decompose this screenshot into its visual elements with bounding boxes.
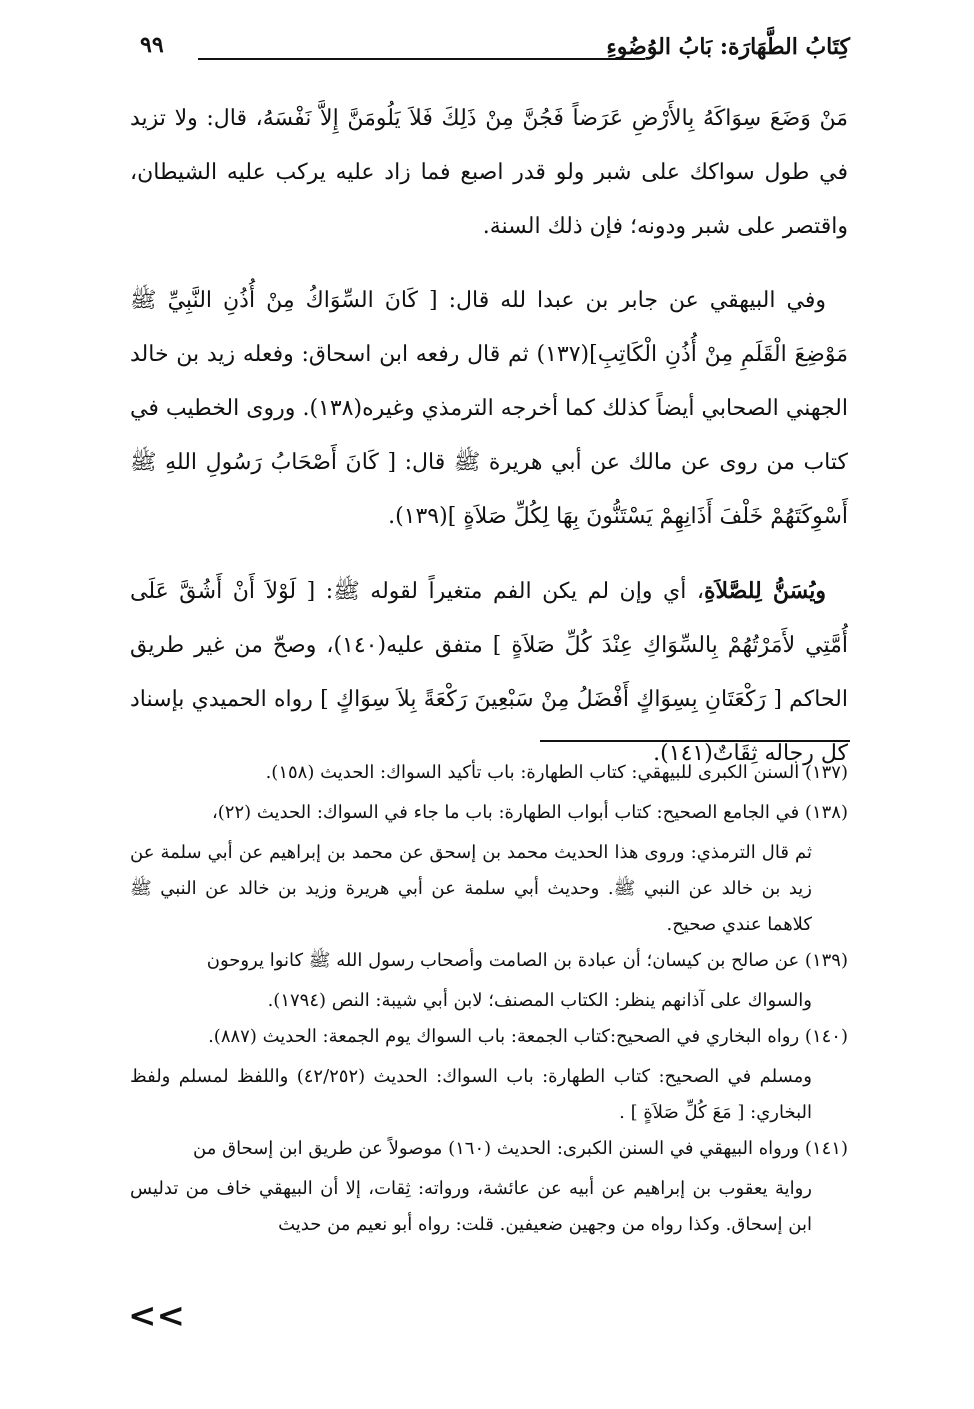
footnote-138-continuation: ثم قال الترمذي: وروى هذا الحديث محمد بن إسحق عن محمد بن إبراهيم عن أبي سلمة عن زيد بن خالد عن النبي ﷺ. وحديث أبي سلمة عن أبي هريرة وزيد بن خالد عن النبي ﷺ كلاهما عندي صحيح. [130, 842, 812, 935]
paragraph-1: مَنْ وَضَعَ سِوَاكَهُ بِالأَرْضِ عَرَضاً فَجُنَّ مِنْ ذَلِكَ فَلاَ يَلُومَنَّ إِلاَّ نَفْسَهُ، قال: ولا تزيد في طول سواكك على شبر ولو قدر اصبع فما زاد عليه يركب عليه الشيطان، واقتصر على شبر ودونه؛ فإن ذلك السنة. [130, 106, 848, 239]
running-title: كِتَابُ الطَّهَارَة: بَابُ الوُضُوءِ [606, 34, 850, 60]
footnote-139-continuation: والسواك على آذانهم ينظر: الكتاب المصنف؛ لابن أبي شيبة: النص (١٧٩٤). [267, 990, 812, 1011]
page-header [140, 28, 850, 68]
footnote-140-continuation: ومسلم في الصحيح: كتاب الطهارة: باب السواك: الحديث (٤٢/٢٥٢) واللفظ لمسلم ولفظ البخاري: [ مَعَ كُلِّ صَلاَةٍ ] . [130, 1066, 812, 1123]
footnote-141-continuation: رواية يعقوب بن إبراهيم عن أبيه عن عائشة، ورواته: ثِقات، إلا أن البيهقي خاف من تدليس ابن إسحاق. وكذا رواه من وجهين ضعيفين. قلت: رواه أبو نعيم من حديث [130, 1178, 812, 1235]
footnote-139: (١٣٩) عن صالح بن كيسان؛ أن عبادة بن الصامت وأصحاب رسول الله ﷺ كانوا يروحون [206, 950, 848, 971]
paragraph-3: ويُسَنُّ لِلصَّلاَةِ، أي وإن لم يكن الفم متغيراً لقوله ﷺ: [ لَوْلاَ أَنْ أَشُقَّ عَلَى أُمَّتِي لأَمَرْتُهُمْ بِالسِّوَاكِ عِنْدَ كُلِّ صَلاَةٍ ] متفق عليه(١٤٠)، وصحّ من غير طريق الحاكم [ رَكْعَتَانِ بِسِوَاكٍ أَفْضَلُ مِنْ سَبْعِينَ رَكْعَةً بِلاَ سِوَاكٍ ] رواه الحميدي بإسناد كل رجاله ثِقَاتٌ(١٤١). [130, 578, 848, 766]
footnote-140: (١٤٠) رواه البخاري في الصحيح:كتاب الجمعة: باب السواك يوم الجمعة: الحديث (٨٨٧). [208, 1026, 848, 1047]
footnotes [130, 755, 848, 1243]
page-number: ٩٩ [140, 32, 164, 58]
footnote-141: (١٤١) ورواه البيهقي في السنن الكبرى: الحديث (١٦٠) موصولاً عن طريق ابن إسحاق من [193, 1138, 848, 1159]
paragraph-3-lead: ويُسَنُّ لِلصَّلاَةِ [703, 578, 827, 604]
footnote-137: (١٣٧) السنن الكبرى للبيهقي: كتاب الطهارة: باب تأكيد السواك: الحديث (١٥٨). [265, 762, 848, 783]
main-text [130, 92, 848, 801]
footnote-138: (١٣٨) في الجامع الصحيح: كتاب أبواب الطهارة: باب ما جاء في السواك: الحديث (٢٢)، [211, 802, 848, 823]
continuation-arrow-icon: << [128, 1296, 185, 1336]
paragraph-2: وفي البيهقي عن جابر بن عبدا لله قال: [ كَانَ السِّوَاكُ مِنْ أُذُنِ النَّبِيِّ ﷺ مَوْضِعَ الْقَلَمِ مِنْ أُذُنِ الْكَاتِبِ](١٣٧) ثم قال رفعه ابن اسحاق: وفعله زيد بن خالد الجهني الصحابي أيضاً كذلك كما أخرجه الترمذي وغيره(١٣٨). وروى الخطيب في كتاب من روى عن مالك عن أبي هريرة ﷺ قال: [ كَانَ أَصْحَابُ رَسُولِ اللهِ ﷺ أَسْوِكَتَهُمْ خَلْفَ أَذَانِهِمْ يَسْتَنُّونَ بِهَا لِكُلِّ صَلاَةٍ ](١٣٩). [130, 288, 848, 529]
header-rule [198, 58, 645, 60]
footnote-divider [540, 740, 850, 742]
